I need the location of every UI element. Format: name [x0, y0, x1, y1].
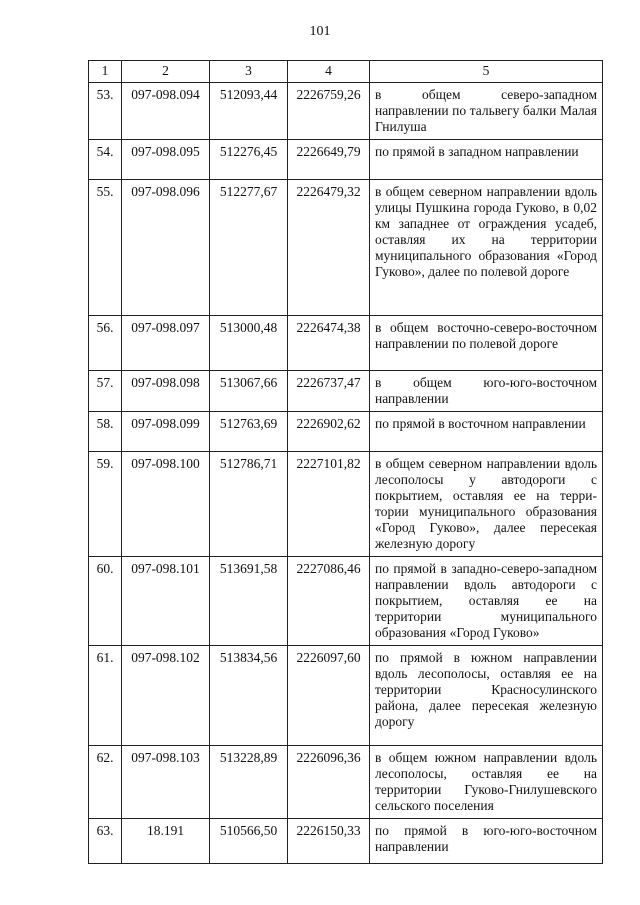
coord-x: 513000,48	[210, 316, 288, 371]
direction-description: по прямой в западном направлении	[370, 140, 603, 180]
table-header-row	[89, 61, 603, 83]
table-row	[89, 819, 603, 864]
column-header-5: 5	[370, 61, 603, 83]
coord-x: 512093,44	[210, 83, 288, 140]
coord-x: 513228,89	[210, 746, 288, 819]
row-number: 59.	[89, 452, 122, 557]
coord-y: 2226097,60	[288, 646, 370, 746]
coord-y: 2226902,62	[288, 412, 370, 452]
column-header-2: 2	[122, 61, 210, 83]
row-number: 53.	[89, 83, 122, 140]
table-row	[89, 140, 603, 180]
column-header-3: 3	[210, 61, 288, 83]
point-code: 097-098.095	[122, 140, 210, 180]
direction-description: в общем северном направлении вдоль улицы Пушкина города Гуково, в 0,02 км западнее от ограждения усадеб, оставляя их на территории муниципального образования «Город Гуково», далее по полевой дороге	[370, 180, 603, 316]
point-code: 097-098.099	[122, 412, 210, 452]
point-code: 097-098.097	[122, 316, 210, 371]
column-header-4: 4	[288, 61, 370, 83]
coord-y: 2227086,46	[288, 557, 370, 646]
row-number: 60.	[89, 557, 122, 646]
table-row	[89, 316, 603, 371]
coord-y: 2226479,32	[288, 180, 370, 316]
row-number: 61.	[89, 646, 122, 746]
table-row	[89, 371, 603, 412]
coord-y: 2226474,38	[288, 316, 370, 371]
direction-description: в общем восточно-северо-восточном направлении по полевой дороге	[370, 316, 603, 371]
row-number: 57.	[89, 371, 122, 412]
coord-y: 2227101,82	[288, 452, 370, 557]
coord-x: 512276,45	[210, 140, 288, 180]
coord-x: 512277,67	[210, 180, 288, 316]
coord-y: 2226150,33	[288, 819, 370, 864]
coord-y: 2226096,36	[288, 746, 370, 819]
coord-y: 2226759,26	[288, 83, 370, 140]
row-number: 55.	[89, 180, 122, 316]
row-number: 62.	[89, 746, 122, 819]
direction-description: по прямой в западно-северо-западном направлении вдоль автодороги с покрытием, оставляя ее на территории муниципального образования «Город Гуково»	[370, 557, 603, 646]
direction-description: по прямой в восточном направлении	[370, 412, 603, 452]
row-number: 54.	[89, 140, 122, 180]
boundary-table	[88, 60, 603, 864]
table-row	[89, 646, 603, 746]
table-body	[89, 83, 603, 864]
point-code: 097-098.098	[122, 371, 210, 412]
direction-description: в общем северо-западном направлении по тальвегу балки Малая Гнилуша	[370, 83, 603, 140]
table-row	[89, 83, 603, 140]
coord-y: 2226649,79	[288, 140, 370, 180]
coord-y: 2226737,47	[288, 371, 370, 412]
table-row	[89, 746, 603, 819]
direction-description: по прямой в юго-юго-восточном направлении	[370, 819, 603, 864]
table-row	[89, 557, 603, 646]
point-code: 097-098.103	[122, 746, 210, 819]
coord-x: 513067,66	[210, 371, 288, 412]
row-number: 56.	[89, 316, 122, 371]
coord-x: 512763,69	[210, 412, 288, 452]
coord-x: 510566,50	[210, 819, 288, 864]
coord-x: 512786,71	[210, 452, 288, 557]
point-code: 097-098.094	[122, 83, 210, 140]
point-code: 097-098.101	[122, 557, 210, 646]
column-header-1: 1	[89, 61, 122, 83]
row-number: 63.	[89, 819, 122, 864]
point-code: 097-098.096	[122, 180, 210, 316]
direction-description: по прямой в южном направлении вдоль лесополосы, оставляя ее на территории Красносулинского района, далее пересекая железную дорогу	[370, 646, 603, 746]
page-number: 101	[309, 24, 331, 39]
coord-x: 513834,56	[210, 646, 288, 746]
point-code: 097-098.100	[122, 452, 210, 557]
coord-x: 513691,58	[210, 557, 288, 646]
table-row	[89, 180, 603, 316]
direction-description: в общем северном направлении вдоль лесополосы у автодороги с покрытием, оставляя ее на территории муниципального образования «Город Гуково», далее пересекая железную дорогу	[370, 452, 603, 557]
row-number: 58.	[89, 412, 122, 452]
direction-description: в общем южном направлении вдоль лесополосы, оставляя ее на территории Гуково-Гнилушевского сельского поселения	[370, 746, 603, 819]
table-row	[89, 412, 603, 452]
direction-description: в общем юго-юго-восточном направлении	[370, 371, 603, 412]
point-code: 097-098.102	[122, 646, 210, 746]
point-code: 18.191	[122, 819, 210, 864]
table-row	[89, 452, 603, 557]
